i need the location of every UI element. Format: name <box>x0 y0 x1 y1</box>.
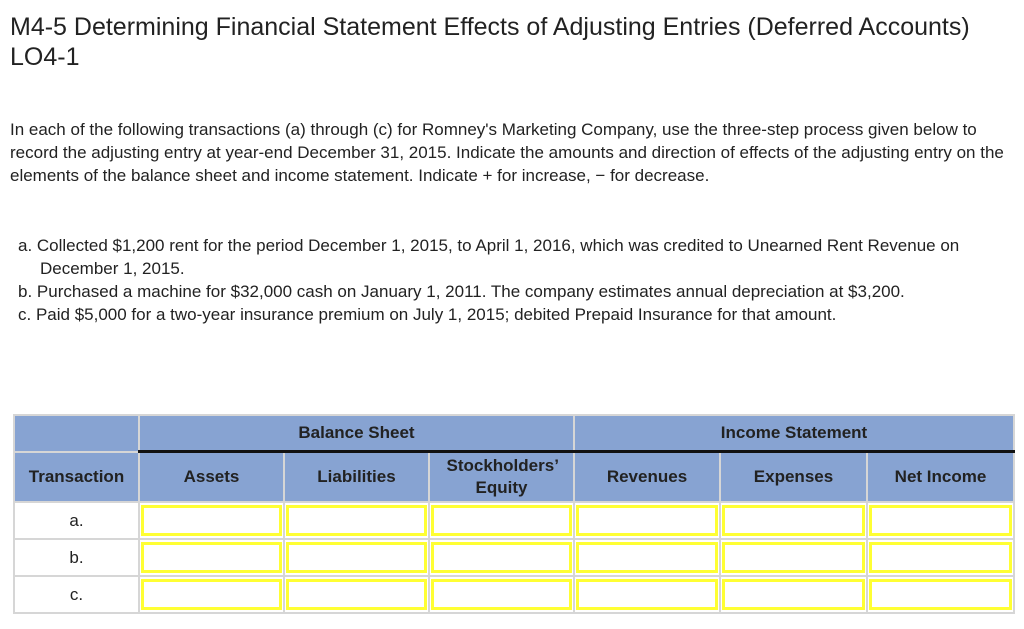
cell <box>574 539 720 576</box>
table-row <box>14 576 1014 613</box>
col-stockholders-equity-label: Stockholders’ Equity <box>446 456 559 497</box>
cell <box>867 539 1014 576</box>
transaction-list <box>18 234 998 326</box>
col-liabilities: Liabilities <box>284 452 429 503</box>
liabilities-input[interactable] <box>286 505 427 536</box>
row-label: c. <box>14 576 139 613</box>
row-label: b. <box>14 539 139 576</box>
table-row <box>14 539 1014 576</box>
stockholders-equity-input[interactable] <box>431 505 572 536</box>
effects-table <box>13 414 1015 614</box>
stockholders-equity-input[interactable] <box>431 579 572 610</box>
col-revenues: Revenues <box>574 452 720 503</box>
cell <box>284 502 429 539</box>
cell <box>720 539 867 576</box>
row-label: a. <box>14 502 139 539</box>
revenues-input[interactable] <box>576 505 718 536</box>
net-income-input[interactable] <box>869 579 1012 610</box>
revenues-input[interactable] <box>576 579 718 610</box>
cell <box>867 576 1014 613</box>
col-assets: Assets <box>139 452 284 503</box>
transaction-b: b. Purchased a machine for $32,000 cash on January 1, 2011. The company estimates annual depreciation at $3,200. <box>18 282 905 301</box>
assets-input[interactable] <box>141 579 282 610</box>
balance-sheet-header: Balance Sheet <box>139 415 574 452</box>
cell <box>720 576 867 613</box>
blank-header <box>14 415 139 452</box>
cell <box>429 576 574 613</box>
cell <box>574 576 720 613</box>
cell <box>139 539 284 576</box>
col-stockholders-equity <box>429 452 574 503</box>
liabilities-input[interactable] <box>286 542 427 573</box>
instructions: In each of the following transactions (a) through (c) for Romney's Marketing Company, use the three-step process given below to record the adjusting entry at year-end December 31, 2015. Indicate the amounts and direction of effects of the adjusting entry on the elements of the balance sheet and income statement. Indicate + for increase, − for decrease. <box>10 120 1004 185</box>
cell <box>284 576 429 613</box>
table-row <box>14 502 1014 539</box>
assets-input[interactable] <box>141 542 282 573</box>
net-income-input[interactable] <box>869 542 1012 573</box>
net-income-input[interactable] <box>869 505 1012 536</box>
stockholders-equity-input[interactable] <box>431 542 572 573</box>
cell <box>139 502 284 539</box>
transaction-a: a. Collected $1,200 rent for the period December 1, 2015, to April 1, 2016, which was credited to Unearned Rent Revenue on December 1, 2015. <box>18 236 960 278</box>
cell <box>139 576 284 613</box>
cell <box>429 502 574 539</box>
income-statement-header: Income Statement <box>574 415 1014 452</box>
revenues-input[interactable] <box>576 542 718 573</box>
transaction-c: c. Paid $5,000 for a two-year insurance premium on July 1, 2015; debited Prepaid Insurance for that amount. <box>18 305 837 324</box>
col-net-income: Net Income <box>867 452 1014 503</box>
expenses-input[interactable] <box>722 505 865 536</box>
col-transaction: Transaction <box>14 452 139 503</box>
expenses-input[interactable] <box>722 579 865 610</box>
col-expenses: Expenses <box>720 452 867 503</box>
cell <box>720 502 867 539</box>
liabilities-input[interactable] <box>286 579 427 610</box>
expenses-input[interactable] <box>722 542 865 573</box>
cell <box>429 539 574 576</box>
page-title: M4-5 Determining Financial Statement Effects of Adjusting Entries (Deferred Accounts) LO4-1 <box>10 13 970 71</box>
assets-input[interactable] <box>141 505 282 536</box>
cell <box>284 539 429 576</box>
cell <box>574 502 720 539</box>
cell <box>867 502 1014 539</box>
